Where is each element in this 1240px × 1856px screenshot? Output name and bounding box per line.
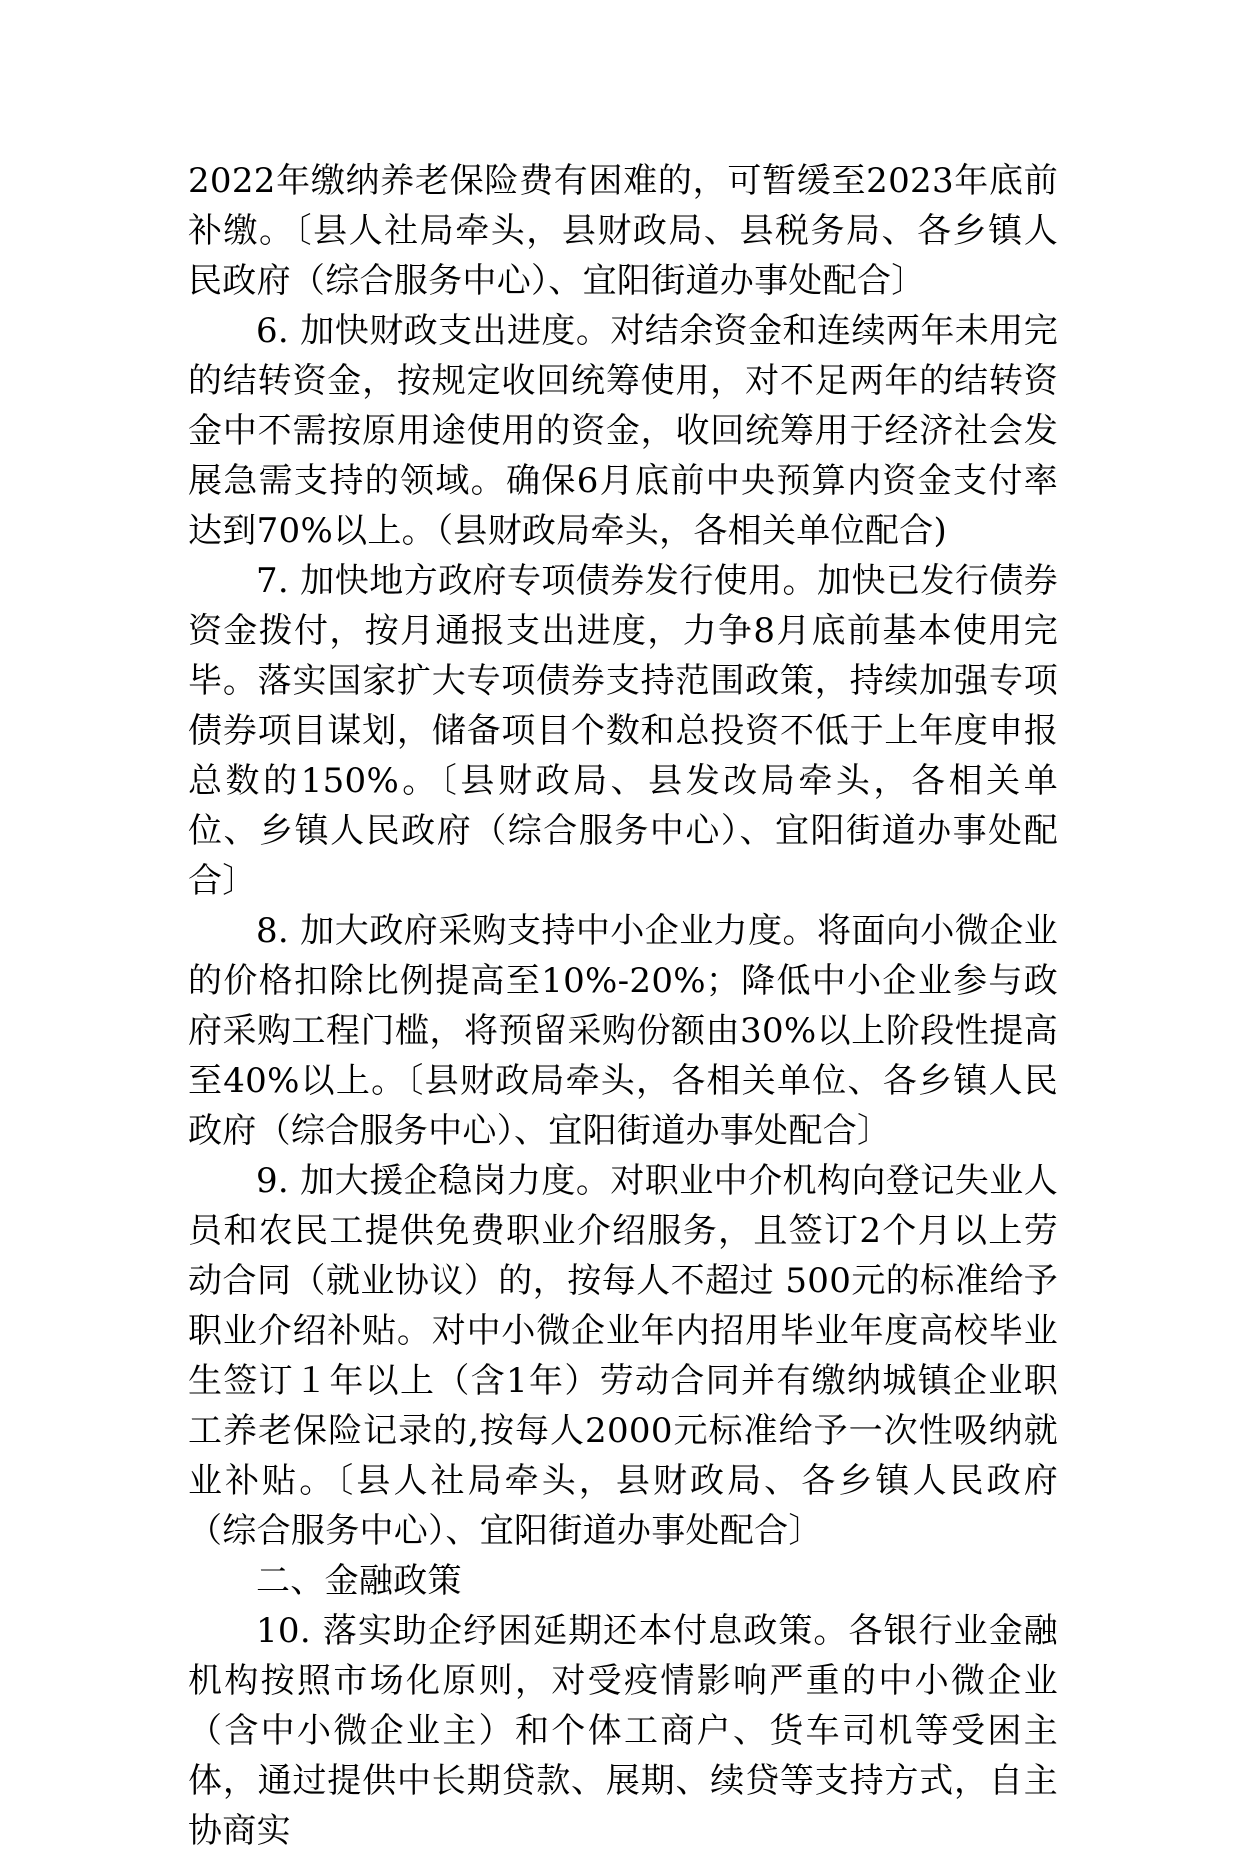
paragraph-item-6: 6. 加快财政支出进度。对结余资金和连续两年未用完的结转资金，按规定收回统筹使用，对不足两年的结转资金中不需按原用途使用的资金，收回统筹用于经济社会发展急需支持的领域。确保6月底前中央预算内资金支付率达到70%以上。（县财政局牵头，各相关单位配合) [188, 311, 1058, 551]
paragraph-continuation: 2022年缴纳养老保险费有困难的，可暂缓至2023年底前补缴。〔县人社局牵头，县财政局、县税务局、各乡镇人民政府（综合服务中心）、宜阳街道办事处配合〕 [188, 161, 1058, 301]
document-page [188, 156, 1058, 1851]
paragraph-item-10: 10. 落实助企纾困延期还本付息政策。各银行业金融机构按照市场化原则，对受疫情影响严重的中小微企业（含中小微企业主）和个体工商户、货车司机等受困主体，通过提供中长期贷款、展期、续贷等支持方式，自主协商实 [188, 1611, 1058, 1851]
paragraph-item-7: 7. 加快地方政府专项债券发行使用。加快已发行债券资金拨付，按月通报支出进度，力争8月底前基本使用完毕。落实国家扩大专项债券支持范围政策，持续加强专项债券项目谋划，储备项目个数和总投资不低于上年度申报总数的150%。〔县财政局、县发改局牵头，各相关单位、乡镇人民政府（综合服务中心）、宜阳街道办事处配合〕 [188, 561, 1058, 901]
paragraph-item-9: 9. 加大援企稳岗力度。对职业中介机构向登记失业人员和农民工提供免费职业介绍服务，且签订2个月以上劳动合同（就业协议）的，按每人不超过 500元的标准给予职业介绍补贴。对中小微企业年内招用毕业年度高校毕业生签订１年以上（含1年）劳动合同并有缴纳城镇企业职工养老保险记录的,按每人2000元标准给予一次性吸纳就业补贴。〔县人社局牵头，县财政局、各乡镇人民政府（综合服务中心）、宜阳街道办事处配合〕 [188, 1161, 1058, 1551]
section-heading-financial-policy: 二、金融政策 [256, 1561, 462, 1601]
paragraph-item-8: 8. 加大政府采购支持中小企业力度。将面向小微企业的价格扣除比例提高至10%-20%；降低中小企业参与政府采购工程门槛，将预留采购份额由30%以上阶段性提高至40%以上。〔县财政局牵头，各相关单位、各乡镇人民政府（综合服务中心）、宜阳街道办事处配合〕 [188, 911, 1058, 1151]
